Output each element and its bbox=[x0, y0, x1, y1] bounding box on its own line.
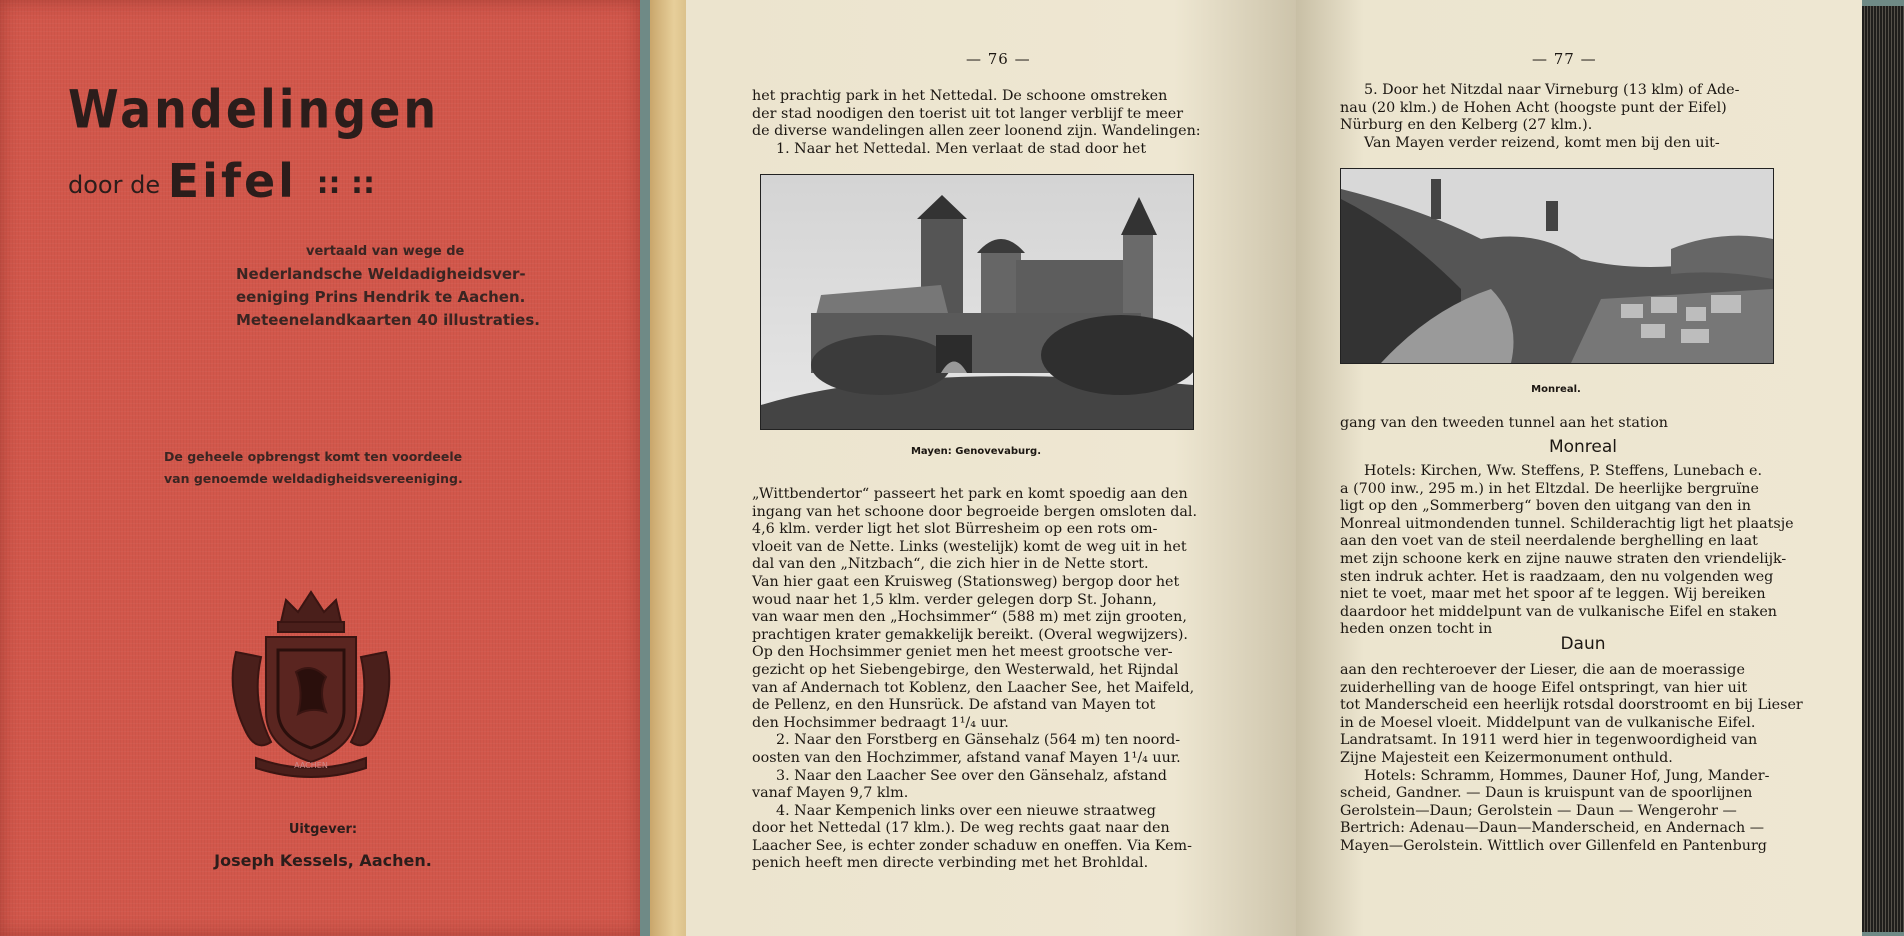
text-line: den Hochsimmer bedraagt 1¹/₄ uur. bbox=[752, 714, 1009, 731]
text-line: Laacher See, is echter zonder schaduw en oneffen. Via Kem- bbox=[752, 837, 1192, 854]
text-line: 3. Naar den Laacher See over den Gänsehalz, afstand bbox=[776, 767, 1167, 784]
right-top-text bbox=[1340, 82, 1826, 152]
text-line: Nürburg en den Kelberg (27 klm.). bbox=[1340, 117, 1593, 134]
text-line: vloeit van de Nette. Links (westelijk) komt de weg uit in het bbox=[752, 538, 1187, 555]
text-line: gezicht op het Siebengebirge, den Westerwald, het Rijndal bbox=[752, 661, 1179, 678]
cover-uitgever-label: Uitgever: bbox=[288, 822, 358, 837]
left-top-text bbox=[752, 88, 1248, 158]
text-line: met zijn schoone kerk en zijne nauwe straten den vriendelijk- bbox=[1340, 550, 1787, 567]
cover-pub-line: Nederlandsche Weldadigheidsver- bbox=[236, 265, 526, 283]
text-line: prachtigen krater gemakkelijk bereikt. (Overal wegwijzers). bbox=[752, 626, 1188, 643]
daun-text bbox=[1340, 662, 1826, 856]
text-line: de Pellenz, en den Hunsrück. De afstand van Mayen tot bbox=[752, 697, 1156, 714]
text-line: sten indruk achter. Het is raadzaam, den nu volgenden weg bbox=[1340, 568, 1774, 585]
crest-emblem-icon bbox=[226, 582, 396, 782]
text-line: 4,6 klm. verder ligt het slot Bürresheim op een rots om- bbox=[752, 521, 1158, 538]
text-line: 5. Door het Nitzdal naar Virneburg (13 klm) of Ade- bbox=[1364, 82, 1740, 98]
text-line: Van Mayen verder reizend, komt men bij den uit- bbox=[1364, 134, 1720, 151]
text-line: Mayen—Gerolstein. Wittlich over Gillenfeld en Pantenburg bbox=[1340, 837, 1767, 854]
text-line: Monreal uitmondenden tunnel. Schilderachtig ligt het plaatsje bbox=[1340, 515, 1794, 532]
text-line: aan den rechteroever der Lieser, die aan de moerassige bbox=[1340, 662, 1745, 678]
text-line: zuiderhelling van de hooge Eifel ontspringt, van hier uit bbox=[1340, 679, 1748, 696]
cover-subtitle-ornament: :: :: bbox=[316, 166, 375, 201]
text-line: heden onzen tocht in bbox=[1340, 621, 1493, 638]
monreal-photo bbox=[1340, 168, 1774, 364]
castle-photo-image bbox=[761, 175, 1193, 429]
text-line: Gerolstein—Daun; Gerolstein — Daun — Wengerohr — bbox=[1340, 802, 1737, 819]
cover-publisher-footer bbox=[208, 822, 438, 870]
page-number-right: — 77 — bbox=[1532, 50, 1597, 68]
cover-uitgever-name: Joseph Kessels, Aachen. bbox=[214, 851, 432, 870]
text-line: het prachtig park in het Nettedal. De schoone omstreken bbox=[752, 88, 1168, 104]
text-line: ligt op den „Sommerberg“ boven den uitgang van den in bbox=[1340, 498, 1751, 515]
crest-banner-text: AACHEN bbox=[294, 761, 328, 770]
monreal-text bbox=[1340, 463, 1826, 639]
photo-caption-right: Monreal. bbox=[1531, 384, 1581, 395]
left-page bbox=[686, 0, 1296, 936]
book-cover bbox=[0, 0, 640, 936]
castle-photo bbox=[760, 174, 1194, 430]
book-spine-edge bbox=[650, 0, 690, 936]
book-page-edges bbox=[1862, 6, 1904, 932]
text-line: de diverse wandelingen allen zeer loonend zijn. Wandelingen: bbox=[752, 123, 1201, 140]
left-body-text bbox=[752, 486, 1248, 873]
text-line: aan den voet van de steil neerdalende berghelling en laat bbox=[1340, 533, 1758, 550]
text-line: daardoor het middelpunt van de vulkanische Eifel en staken bbox=[1340, 603, 1777, 620]
right-after-photo: gang van den tweeden tunnel aan het station bbox=[1340, 415, 1669, 431]
page-number-left: — 76 — bbox=[966, 50, 1031, 68]
cover-pub-line: eeniging Prins Hendrik te Aachen. bbox=[236, 288, 526, 306]
text-line: woud naar het 1,5 klm. verder gelegen dorp St. Johann, bbox=[752, 591, 1157, 608]
text-line: 4. Naar Kempenich links over een nieuwe straatweg bbox=[776, 802, 1156, 819]
cover-subtitle bbox=[68, 154, 375, 208]
text-line: van af Andernach tot Koblenz, den Laacher See, het Maifeld, bbox=[752, 679, 1195, 696]
cover-note-line: van genoemde weldadigheidsvereeniging. bbox=[164, 471, 463, 486]
photo-caption-left: Mayen: Genovevaburg. bbox=[910, 446, 1041, 457]
text-line: der stad noodigen den toerist uit tot langer verblijf te meer bbox=[752, 105, 1184, 122]
text-line: „Wittbendertor“ passeert het park en komt spoedig aan den bbox=[752, 486, 1188, 502]
monreal-photo-image bbox=[1341, 169, 1773, 363]
cover-pub-line: Meteenelandkaarten 40 illustraties. bbox=[236, 311, 540, 329]
text-line: dal van den „Nitzbach“, die zich hier in de Nette stort. bbox=[752, 556, 1149, 573]
text-line: a (700 inw., 295 m.) in het Eltzdal. De heerlijke bergruïne bbox=[1340, 480, 1759, 497]
cover-title: Wandelingen bbox=[68, 77, 440, 141]
cover-pub-line: vertaald van wege de bbox=[306, 244, 465, 259]
cover-subtitle-prefix: door de bbox=[68, 171, 161, 199]
text-line: Landratsamt. In 1911 werd hier in tegenwoordigheid van bbox=[1340, 732, 1758, 749]
text-line: 2. Naar den Forstberg en Gänsehalz (564 m) ten noord- bbox=[776, 732, 1181, 749]
text-line: oosten van den Hochzimmer, afstand vanaf Mayen 1¹/₄ uur. bbox=[752, 749, 1181, 766]
text-line: nau (20 klm.) de Hohen Acht (hoogste punt der Eifel) bbox=[1340, 99, 1727, 116]
cover-note bbox=[164, 446, 504, 490]
text-line: 1. Naar het Nettedal. Men verlaat de stad door het bbox=[776, 140, 1147, 157]
text-line: Bertrich: Adenau—Daun—Manderscheid, en Andernach — bbox=[1340, 820, 1765, 837]
text-line: Op den Hochsimmer geniet men het meest grootsche ver- bbox=[752, 644, 1173, 661]
text-line: van waar men den „Hochsimmer“ (588 m) met zijn grooten, bbox=[752, 609, 1187, 626]
text-line: Van hier gaat een Kruisweg (Stationsweg) bergop door het bbox=[752, 573, 1180, 590]
text-line: niet te voet, maar met het spoor af te leggen. Wij bereiken bbox=[1340, 586, 1766, 603]
cover-subtitle-eifel: Eifel bbox=[167, 154, 297, 208]
text-line: in de Moesel vloeit. Middelpunt van de vulkanische Eifel. bbox=[1340, 714, 1756, 731]
text-line: tot Manderscheid een heerlijk rotsdal doorstroomt en bij Lieser bbox=[1340, 697, 1803, 714]
text-line: scheid, Gandner. — Daun is kruispunt van de spoorlijnen bbox=[1340, 785, 1753, 802]
text-line: Zijne Majesteit een Keizermonument onthuld. bbox=[1340, 749, 1673, 766]
text-line: Hotels: Schramm, Hommes, Dauner Hof, Jung, Mander- bbox=[1364, 767, 1770, 784]
text-line: ingang van het schoone door begroeide bergen omsloten dal. bbox=[752, 503, 1198, 520]
text-line: door het Nettedal (17 klm.). De weg rechts gaat naar den bbox=[752, 820, 1170, 837]
heading-monreal: Monreal bbox=[1548, 437, 1618, 457]
text-line: vanaf Mayen 9,7 klm. bbox=[752, 785, 909, 802]
open-book bbox=[650, 0, 1904, 936]
right-page bbox=[1296, 0, 1862, 936]
text-line: Hotels: Kirchen, Ww. Steffens, P. Steffens, Lunebach e. bbox=[1364, 463, 1763, 479]
cover-publisher-block bbox=[236, 240, 576, 332]
cover-note-line: De geheele opbrengst komt ten voordeele bbox=[164, 449, 463, 464]
text-line: penich heeft men directe verbinding met het Brohldal. bbox=[752, 855, 1149, 872]
heading-daun: Daun bbox=[1560, 634, 1606, 654]
